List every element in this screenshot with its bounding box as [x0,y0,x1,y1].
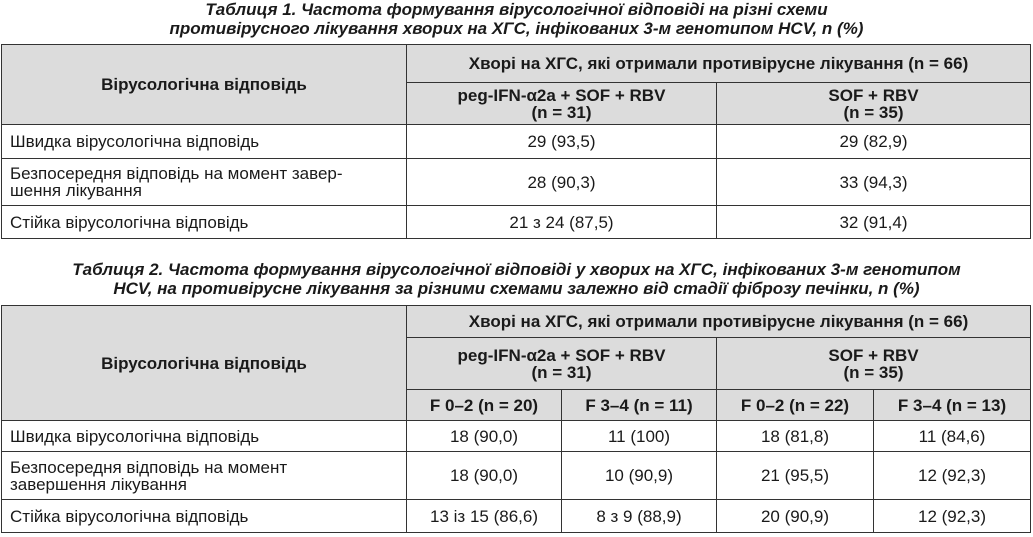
table2-caption-line2: HCV, на противірусне лікування за різними схемами залежно від стадії фіброзу печінки, n (%) [113,279,920,298]
table-row [2,500,1031,533]
column-name: peg-IFN-α2a + SOF + RBV [457,85,666,105]
table2-row-header: Вірусологічна відповідь [2,306,407,421]
table-cell: 20 (90,9) [717,500,874,533]
column-n: (n = 35) [843,102,904,122]
table2-subcolumn-header: F 0–2 (n = 20) [407,390,562,421]
table2-subcolumn-header: F 3–4 (n = 11) [562,390,717,421]
table1-group-header: Хворі на ХГС, які отримали противірусне лікування (n = 66) [407,45,1031,83]
table-cell: 33 (94,3) [717,159,1031,206]
table-cell: 11 (100) [562,421,717,452]
row-label: Швидка вірусологічна відповідь [2,125,407,159]
table-cell: 32 (91,4) [717,206,1031,239]
table2-column-header [407,338,717,390]
table-row [2,452,1031,500]
table-row [2,206,1031,239]
table-cell: 21 (95,5) [717,452,874,500]
row-label [2,159,407,206]
table-cell: 18 (90,0) [407,452,562,500]
table-cell: 8 з 9 (88,9) [562,500,717,533]
table1-column-header [717,83,1031,125]
column-n: (n = 31) [531,362,592,382]
table2-caption [0,260,1033,298]
table-row [2,125,1031,159]
row-label: Швидка вірусологічна відповідь [2,421,407,452]
table-cell: 13 із 15 (86,6) [407,500,562,533]
table1 [1,44,1031,239]
table2-caption-line1: Таблиця 2. Частота формування вірусологічної відповіді у хворих на ХГС, інфікованих 3-м генотипом [72,260,961,279]
table-row [2,421,1031,452]
table2-subcolumn-header: F 0–2 (n = 22) [717,390,874,421]
table-cell: 28 (90,3) [407,159,717,206]
row-label [2,452,407,500]
column-n: (n = 35) [843,362,904,382]
table2-header-row [2,306,1031,338]
table2-column-header [717,338,1031,390]
table-row [2,159,1031,206]
table-cell: 10 (90,9) [562,452,717,500]
table-cell: 12 (92,3) [874,500,1031,533]
row-label-line2: шення лікування [10,181,142,200]
row-label: Стійка вірусологічна відповідь [2,500,407,533]
row-label-line1: Безпосередня відповідь на момент [10,457,288,477]
table-cell: 12 (92,3) [874,452,1031,500]
column-name: SOF + RBV [828,85,919,105]
table-cell: 11 (84,6) [874,421,1031,452]
table1-caption-line2: противірусного лікування хворих на ХГС, інфікованих 3-м генотипом HCV, n (%) [169,19,864,38]
table1-caption-line1: Таблиця 1. Частота формування вірусологічної відповіді на різні схеми [205,0,828,19]
row-label-line2: завершення лікування [10,474,187,494]
table-cell: 18 (81,8) [717,421,874,452]
table1-column-header [407,83,717,125]
row-label: Стійка вірусологічна відповідь [2,206,407,239]
table2-group-header: Хворі на ХГС, які отримали противірусне лікування (n = 66) [407,306,1031,338]
table-cell: 29 (82,9) [717,125,1031,159]
column-name: SOF + RBV [828,345,919,365]
row-label-line1: Безпосередня відповідь на момент завер- [10,164,343,183]
table-cell: 21 з 24 (87,5) [407,206,717,239]
table2-subcolumn-header: F 3–4 (n = 13) [874,390,1031,421]
table-cell: 18 (90,0) [407,421,562,452]
table1-header-row [2,45,1031,83]
table-cell: 29 (93,5) [407,125,717,159]
column-n: (n = 31) [531,102,592,122]
table1-row-header: Вірусологічна відповідь [2,45,407,125]
table2 [1,305,1031,533]
table1-caption [0,0,1033,38]
column-name: peg-IFN-α2a + SOF + RBV [457,345,666,365]
